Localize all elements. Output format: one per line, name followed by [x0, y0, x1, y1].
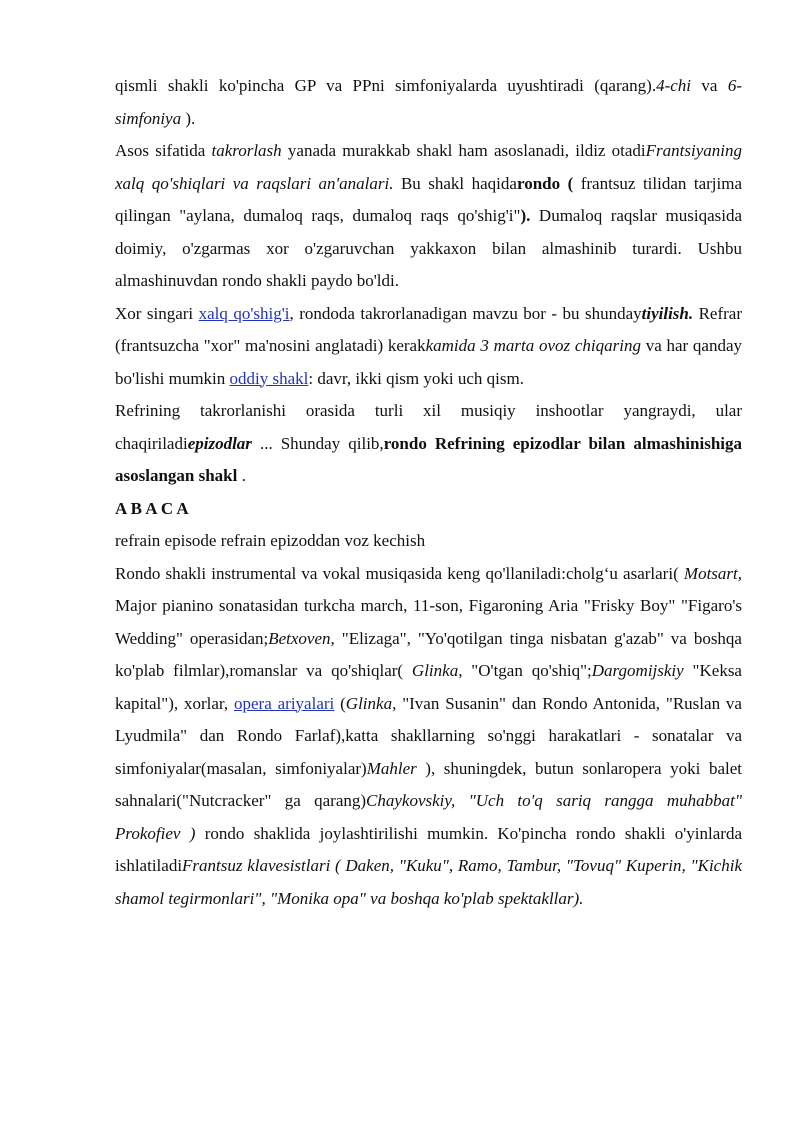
text-run: Bu shakl haqida	[393, 173, 517, 193]
text-run: va	[691, 76, 728, 95]
bold-italic-run: epizodlar	[187, 433, 252, 453]
link-opera-ariyalari[interactable]: opera ariyalari	[234, 693, 335, 713]
link-oddiy-shakl[interactable]: oddiy shakl	[229, 368, 309, 388]
italic-run: Betxoven,	[268, 628, 335, 648]
bold-run: rondo Refrining epizodlar bilan almashinishiga asoslangan shakl	[115, 433, 742, 485]
italic-run: 4-chi	[656, 76, 692, 95]
text-run: Rondo shakli instrumental va vokal musiqasida keng qo'llaniladi:cholg‘u asarlari(	[115, 563, 684, 583]
scheme-caption: refrain episode refrain epizoddan voz kechish	[115, 531, 426, 550]
text-run: : davr, ikki qism yoki uch qism.	[308, 368, 524, 388]
scheme-letters: A B A C A	[115, 498, 189, 518]
paragraph-rondo-origin	[115, 135, 742, 298]
italic-run: kamida 3 marta ovoz chiqaring	[425, 336, 641, 355]
italic-run: Chaykovskiy, "Uch to'q sariq rangga muhabbat" Prokofiev )	[115, 791, 742, 843]
text-run: Refrining takrorlanishi orasida turli xil musiqiy inshootlar yangraydi, ular chaqiriladi	[115, 401, 742, 453]
text-run: ).	[181, 108, 196, 128]
text-run: .	[237, 466, 246, 485]
text-run: ... Shunday qilib,	[251, 433, 384, 453]
text-run: qismli shakli ko'pincha GP va PPni simfoniyalarda uyushtiradi (qarang).	[115, 76, 657, 95]
rondo-scheme	[115, 493, 742, 526]
text-run: ), shuningdek, butun sonlaropera yoki balet sahnalari("Nutcracker" ga qarang)	[115, 758, 742, 810]
paragraph-refrain	[115, 298, 742, 396]
text-run: Major pianino sonatasidan turkcha march, 11-son, Figaroning Aria "Frisky Boy" "Figaro's Wedding" operasidan;	[115, 596, 742, 648]
text-run: "O'tgan qo'shiq";	[462, 661, 592, 680]
text-run: Asos sifatida	[115, 141, 212, 160]
text-run: "Keksa kapital"), xorlar,	[115, 661, 742, 713]
text-run: , rondoda takrorlanadigan mavzu bor - bu shunday	[289, 303, 642, 323]
link-xalq-qoshigi[interactable]: xalq qo'shig'i	[198, 303, 290, 323]
text-run: (	[334, 693, 346, 713]
text-run: Dumaloq raqslar musiqasida doimiy, o'zgarmas xor o'zgaruvchan yakkaxon bilan almashinib turardi. Ushbu almashinuvdan rondo shakli paydo bo'ldi.	[115, 206, 742, 290]
text-run: va har qanday bo'lishi mumkin	[115, 336, 743, 388]
text-run: "Ivan Susanin" dan Rondo Antonida, "Ruslan va Lyudmila" dan Rondo Farlaf),katta shakllarning so'nggi harakatlari - sonatalar va simfoniyalar(masalan, simfoniyalar)	[115, 693, 742, 778]
italic-run: Frantsuz klavesistlari ( Daken, "Kuku", Ramo, Tambur, "Tovuq" Kuperin, "Kichik shamol tegirmonlari", "Monika opa" va boshqa ko'plab spektakllar).	[115, 856, 742, 908]
bold-italic-run: tiyilish.	[641, 303, 694, 323]
italic-run: 6-simfoniya	[115, 76, 743, 128]
text-run: yanada murakkab shakl ham asoslanadi, ildiz otadi	[281, 141, 646, 160]
italic-run: Glinka,	[345, 693, 397, 713]
italic-run: Mahler	[366, 758, 417, 778]
italic-run: Frantsiyaning xalq qo'shiqlari va raqslari an'analari.	[115, 141, 742, 193]
text-run: Xor singari	[115, 303, 199, 323]
italic-run: Glinka,	[411, 661, 463, 680]
paragraph-episodes	[115, 395, 742, 493]
italic-run: Motsart,	[683, 563, 742, 583]
italic-run: Dargomijskiy	[591, 661, 684, 680]
bold-run: ).	[520, 206, 531, 225]
italic-run: takrorlash	[211, 141, 282, 160]
bold-run: rondo (	[516, 173, 574, 193]
text-run: rondo shaklida joylashtirilishi mumkin. Ko'pincha rondo shakli o'yinlarda ishlatiladi	[115, 823, 742, 875]
text-run: "Elizaga", "Yo'qotilgan tinga nisbatan g'azab" va boshqa ko'plab filmlar),romanslar va qo'shiqlar(	[115, 628, 742, 680]
text-run: Refrar (frantsuzcha "xor" ma'nosini anglatadi) kerak	[115, 303, 742, 355]
paragraph-symphony-note	[115, 70, 742, 135]
document-body	[115, 70, 742, 915]
text-run: frantsuz tilidan tarjima qilingan "aylana, dumaloq raqs, dumaloq raqs qo'shig'i"	[115, 173, 743, 225]
paragraph-usage	[115, 558, 742, 916]
